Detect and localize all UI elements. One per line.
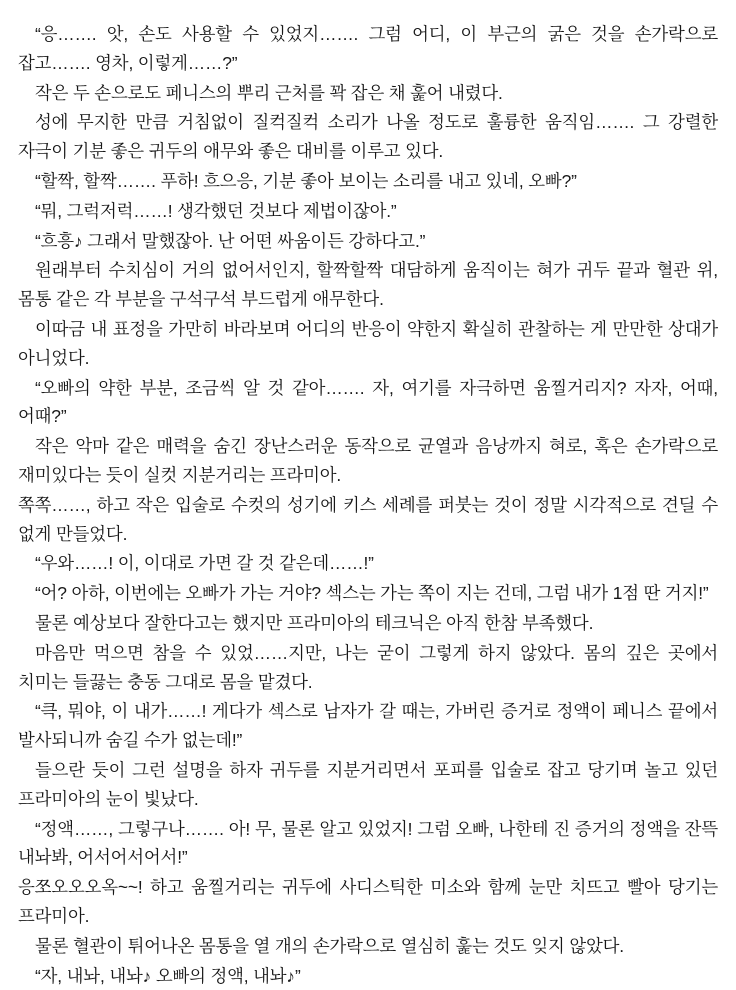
paragraph: “자, 내놔, 내놔♪ 오빠의 정액, 내놔♪” [18, 962, 718, 990]
paragraph: “뭐, 그럭저럭……! 생각했던 것보다 제법이잖아.” [18, 197, 718, 226]
paragraph: “큭, 뭐야, 이 내가……! 게다가 섹스로 남자가 갈 때는, 가버린 증거로 정액이 페니스 끝에서 발사되니까 숨길 수가 없는데!” [18, 697, 718, 755]
paragraph: 마음만 먹으면 참을 수 있었……지만, 나는 굳이 그렇게 하지 않았다. 몸의 깊은 곳에서 치미는 들끓는 충동 그대로 몸을 맡겼다. [18, 639, 718, 697]
paragraph: 작은 악마 같은 매력을 숨긴 장난스러운 동작으로 균열과 음낭까지 혀로, 혹은 손가락으로 재미있다는 듯이 실컷 지분거리는 프라미아. [18, 432, 718, 490]
paragraph: “오빠의 약한 부분, 조금씩 알 것 같아……. 자, 여기를 자극하면 움찔거리지? 자자, 어때, 어때?” [18, 374, 718, 432]
paragraph: 이따금 내 표정을 가만히 바라보며 어디의 반응이 약한지 확실히 관찰하는 게 만만한 상대가 아니었다. [18, 315, 718, 373]
paragraph: “흐흥♪ 그래서 말했잖아. 난 어떤 싸움이든 강하다고.” [18, 227, 718, 256]
paragraph: 들으란 듯이 그런 설명을 하자 귀두를 지분거리면서 포피를 입술로 잡고 당기며 놀고 있던 프라미아의 눈이 빛났다. [18, 756, 718, 814]
paragraph: “정액……, 그렇구나……. 아! 무, 물론 알고 있었지! 그럼 오빠, 나한테 진 증거의 정액을 잔뜩 내놔봐, 어서어서어서!” [18, 815, 718, 873]
paragraph: 물론 혈관이 튀어나온 몸통을 열 개의 손가락으로 열심히 훑는 것도 잊지 않았다. [18, 932, 718, 961]
paragraph: 응쪼오오오옥~~! 하고 움찔거리는 귀두에 사디스틱한 미소와 함께 눈만 치뜨고 빨아 당기는 프라미아. [18, 873, 718, 931]
paragraph: 물론 예상보다 잘한다고는 했지만 프라미아의 테크닉은 아직 한참 부족했다. [18, 609, 718, 638]
paragraph: 작은 두 손으로도 페니스의 뿌리 근처를 꽉 잡은 채 훑어 내렸다. [18, 79, 718, 108]
paragraph: 원래부터 수치심이 거의 없어서인지, 할짝할짝 대담하게 움직이는 혀가 귀두 끝과 혈관 위, 몸통 같은 각 부분을 구석구석 부드럽게 애무한다. [18, 256, 718, 314]
paragraph: “응……. 앗, 손도 사용할 수 있었지……. 그럼 어디, 이 부근의 굵은 것을 손가락으로 잡고……. 영차, 이렇게……?” [18, 20, 718, 78]
paragraph: “어? 아하, 이번에는 오빠가 가는 거야? 섹스는 가는 쪽이 지는 건데, 그럼 내가 1점 딴 거지!” [18, 579, 718, 608]
paragraph: 쪽쪽……, 하고 작은 입술로 수컷의 성기에 키스 세례를 퍼붓는 것이 정말 시각적으로 견딜 수 없게 만들었다. [18, 491, 718, 549]
paragraph: “우와……! 이, 이대로 가면 갈 것 같은데……!” [18, 549, 718, 578]
paragraph: 성에 무지한 만큼 거침없이 질컥질컥 소리가 나올 정도로 훌륭한 움직임……. 그 강렬한 자극이 기분 좋은 귀두의 애무와 좋은 대비를 이루고 있다. [18, 108, 718, 166]
paragraph: “할짝, 할짝……. 푸하! 흐으응, 기분 좋아 보이는 소리를 내고 있네, 오빠?” [18, 167, 718, 196]
